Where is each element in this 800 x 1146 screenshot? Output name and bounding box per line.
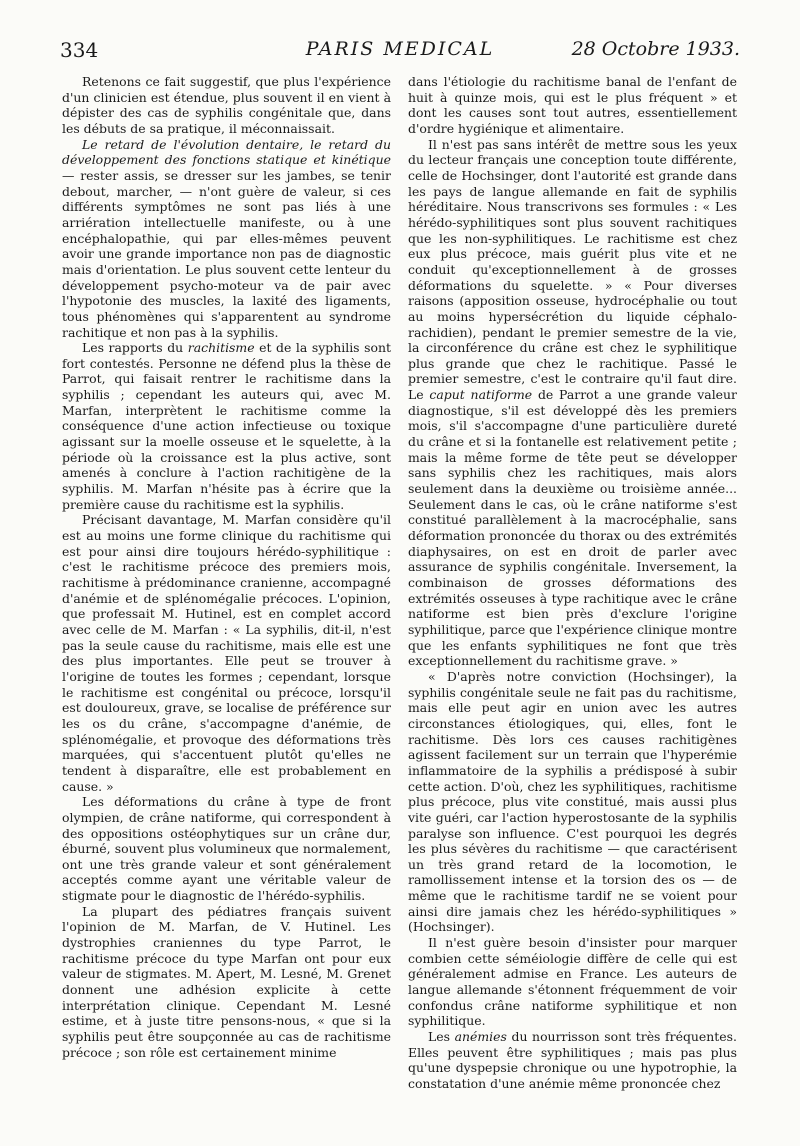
paragraph xyxy=(408,137,737,669)
paragraph: Retenons ce fait suggestif, que plus l'expérience d'un clinicien est étendue, plus souvent il en vient à dépister des cas de syphilis congénitale que, dans les débuts de sa pratique, il méconnaissait. xyxy=(62,74,391,136)
paragraph-text: Les rapports du xyxy=(82,340,188,356)
paragraph-text: Les xyxy=(428,1029,455,1045)
page-header xyxy=(60,38,740,68)
paragraph: La plupart des pédiatres français suivent l'opinion de M. Marfan, de V. Hutinel. Les dystrophies craniennes du type Parrot, le rachitisme précoce du type Marfan ont pour eux valeur de stigmates. M. Apert, M. Lesné, M. Grenet donnent une adhésion explicite à cette interprétation clinique. Cependant M. Lesné estime, et à juste titre pensons-nous, « que si la syphilis peut être soupçonnée au cas de rachitisme précoce ; son rôle est certainement minime xyxy=(62,903,391,1060)
paragraph xyxy=(62,340,391,512)
paragraph-text: — rester assis, se dresser sur les jambes, se tenir debout, marcher, — n'ont guère de valeur, si ces différents symptômes ne sont pas liés à une arriération intellectuelle manifeste, ou à une encéphalopathie, qui par elles-mêmes peuvent avoir une grande importance non pas de diagnostic mais d'orientation. Le plus souvent cette lenteur du développement psycho-moteur va de pair avec l'hypotonie des muscles, la laxité des ligaments, tous phénomènes qui s'apparentent au syndrome rachitique et non pas à la syphilis. xyxy=(62,167,391,340)
left-column xyxy=(62,74,391,1060)
paragraph: dans l'étiologie du rachitisme banal de l'enfant de huit à quinze mois, qui est le plus fréquent » et dont les causes sont tout autres, essentiellement d'ordre hygiénique et alimentaire. xyxy=(408,74,737,136)
paragraph-text: et de la syphilis sont fort contestés. Personne ne défend plus la thèse de Parrot, qui faisait rentrer le rachitisme dans la syphilis ; cependant les auteurs qui, avec M. Marfan, interprètent le rachitisme comme la conséquence d'une action infectieuse ou toxique agissant sur la moelle osseuse et le squelette, à la période où la croissance est la plus active, sont amenés à conclure à l'action rachitigène de la syphilis. M. Marfan n'hésite pas à écrire que la première cause du rachitisme est la syphilis. xyxy=(62,340,392,512)
paragraph-text: de Parrot a une grande valeur diagnostique, s'il est développé dès les premiers mois, s'il s'accompagne d'une particulière dureté du crâne et si la fontanelle est relativement petite ; mais la même forme de tête peut se développer sans syphilis chez les rachitiques, mais alors seulement dans la deuxième ou troisième année... Seulement dans le cas, où le crâne natiforme s'est constitué parallèlement à la macrocéphalie, sans déformation prononcée du thorax ou des extrémités diaphysaires, on est en droit de parler avec assurance de syphilis congénitale. Inversement, la combinaison de grosses déformations des extrémités osseuses à type rachitique avec le crâne natiforme est bien près d'exclure l'origine syphilitique, parce que l'expérience clinique montre que les enfants syphilitiques ne font que très exceptionnellement du rachitisme grave. » xyxy=(408,387,737,669)
paragraph-text: Il n'est pas sans intérêt de mettre sous les yeux du lecteur français une conception toute différente, celle de Hochsinger, dont l'autorité est grande dans les pays de langue allemande en fait de syphilis héréditaire. Nous transcrivons ses formules : « Les hérédo-syphilitiques sont plus souvent rachitiques que les non-syphilitiques. Le rachitisme est chez eux plus précoce, mais guérit plus vite et ne conduit qu'exceptionnellement à de grosses déformations du squelette. » « Pour diverses raisons (apposition osseuse, hydrocéphalie ou tout au moins hypersécrétion du liquide céphalo-rachidien), pendant le premier semestre de la vie, la circonférence du crâne est chez le syphilitique plus grande que chez le rachitique. Passé le premier semestre, c'est le contraire qu'il faut dire. Le xyxy=(408,136,737,403)
italic-term: rachitisme xyxy=(187,340,255,356)
italic-phrase: Le retard de l'évolution dentaire, le retard du développement des fonctions statique et kinétique xyxy=(62,136,391,168)
paragraph-text: du nourrisson sont très fréquentes. Elles peuvent être syphilitiques ; mais pas plus qu'une dyspepsie chronique ou une hypotrophie, la constatation d'une anémie même prononcée chez xyxy=(408,1029,737,1091)
italic-term: caput natiforme xyxy=(429,387,533,403)
paragraph: Il n'est guère besoin d'insister pour marquer combien cette séméiologie diffère de celle qui est généralement admise en France. Les auteurs de langue allemande s'étonnent fréquemment de voir confondus crâne natiforme syphilitique et non syphilitique. xyxy=(408,935,737,1029)
italic-term: anémies xyxy=(454,1029,507,1045)
paragraph xyxy=(62,137,391,341)
paragraph xyxy=(408,1029,737,1092)
right-column xyxy=(408,74,737,1092)
paragraph: Les déformations du crâne à type de front olympien, de crâne natiforme, qui correspondent à des oppositions ostéophytiques sur un crâne dur, éburné, souvent plus volumineux que normalement, ont une très grande valeur et sont généralement acceptés comme ayant une véritable valeur de stigmate pour le diagnostic de l'hérédo-syphilis. xyxy=(62,794,391,904)
paragraph: « D'après notre conviction (Hochsinger), la syphilis congénitale seule ne fait pas du rachitisme, mais elle peut agir en union avec les autres circonstances étiologiques, qui, elles, font le rachitisme. Dès lors ces causes rachitigènes agissent facilement sur un terrain que l'hyperémie inflammatoire de la syphilis a prédisposé à subir cette action. D'où, chez les syphilitiques, rachitisme plus précoce, plus vite constitué, mais aussi plus vite guéri, car l'action hyperostosante de la syphilis paralyse son influence. C'est pourquoi les degrés les plus sévères du rachitisme — que caractérisent un très grand retard de la locomotion, le ramollissement intense et la torsion des os — de même que le rachitisme tardif ne se voient pour ainsi dire jamais chez les hérédo-syphilitiques » (Hochsinger). xyxy=(408,668,737,935)
paragraph: Précisant davantage, M. Marfan considère qu'il est au moins une forme clinique du rachitisme qui est pour ainsi dire toujours hérédo-syphilitique : c'est le rachitisme précoce des premiers mois, rachitisme à prédominance cranienne, accompagné d'anémie et de splénomégalie précoces. L'opinion, que professait M. Hutinel, est en complet accord avec celle de M. Marfan : « La syphilis, dit-il, n'est pas la seule cause du rachitisme, mais elle est une des plus importantes. Elle peut se trouver à l'origine de toutes les formes ; cependant, lorsque le rachitisme est congénital ou précoce, lorsqu'il est douloureux, grave, se localise de préférence sur les os du crâne, s'accompagne d'anémie, de splénomégalie, et provoque des déformations très marquées, qui s'accentuent plutôt qu'elles ne tendent à disparaître, elle est probablement en cause. » xyxy=(62,512,391,794)
running-title: PARIS MEDICAL xyxy=(305,38,495,60)
page-number: 334 xyxy=(60,38,99,62)
issue-date: 28 Octobre 1933. xyxy=(571,38,740,60)
